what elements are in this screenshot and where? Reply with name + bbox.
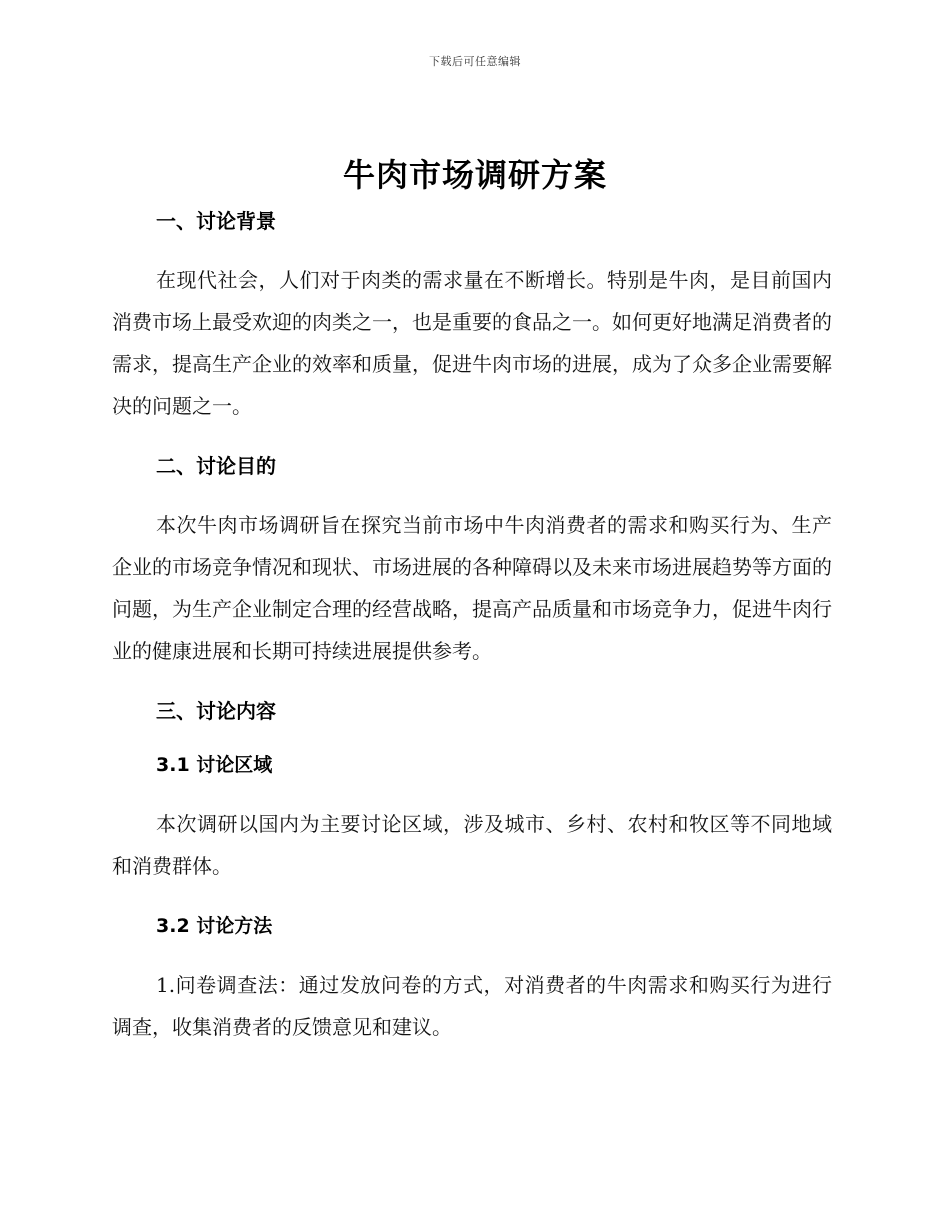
header-note: 下载后可任意编辑 — [429, 55, 521, 68]
subsection-paragraph-method: 1.问卷调查法：通过发放问卷的方式，对消费者的牛肉需求和购买行为进行调查，收集消费者的反馈意见和建议。 — [112, 973, 832, 1039]
section-heading-purpose: 二、讨论目的 — [156, 454, 276, 478]
subsection-paragraph-region: 本次调研以国内为主要讨论区域，涉及城市、乡村、农村和牧区等不同地域和消费群体。 — [112, 812, 832, 878]
section-heading-background: 一、讨论背景 — [156, 209, 276, 233]
section-paragraph-background: 在现代社会，人们对于肉类的需求量在不断增长。特别是牛肉，是目前国内消费市场上最受欢迎的肉类之一，也是重要的食品之一。如何更好地满足消费者的需求，提高生产企业的效率和质量，促进牛肉市场的进展，成为了众多企业需要解决的问题之一。 — [112, 268, 832, 418]
document-body — [112, 205, 832, 1048]
subsection-heading-method: 3.2 讨论方法 — [156, 915, 273, 937]
section-heading-content: 三、讨论内容 — [156, 699, 276, 723]
document-title: 牛肉市场调研方案 — [342, 156, 607, 194]
section-paragraph-purpose: 本次牛肉市场调研旨在探究当前市场中牛肉消费者的需求和购买行为、生产企业的市场竞争情况和现状、市场进展的各种障碍以及未来市场进展趋势等方面的问题，为生产企业制定合理的经营战略，提高产品质量和市场竞争力，促进牛肉行业的健康进展和长期可持续进展提供参考。 — [112, 513, 832, 663]
subsection-heading-region: 3.1 讨论区域 — [156, 754, 273, 776]
